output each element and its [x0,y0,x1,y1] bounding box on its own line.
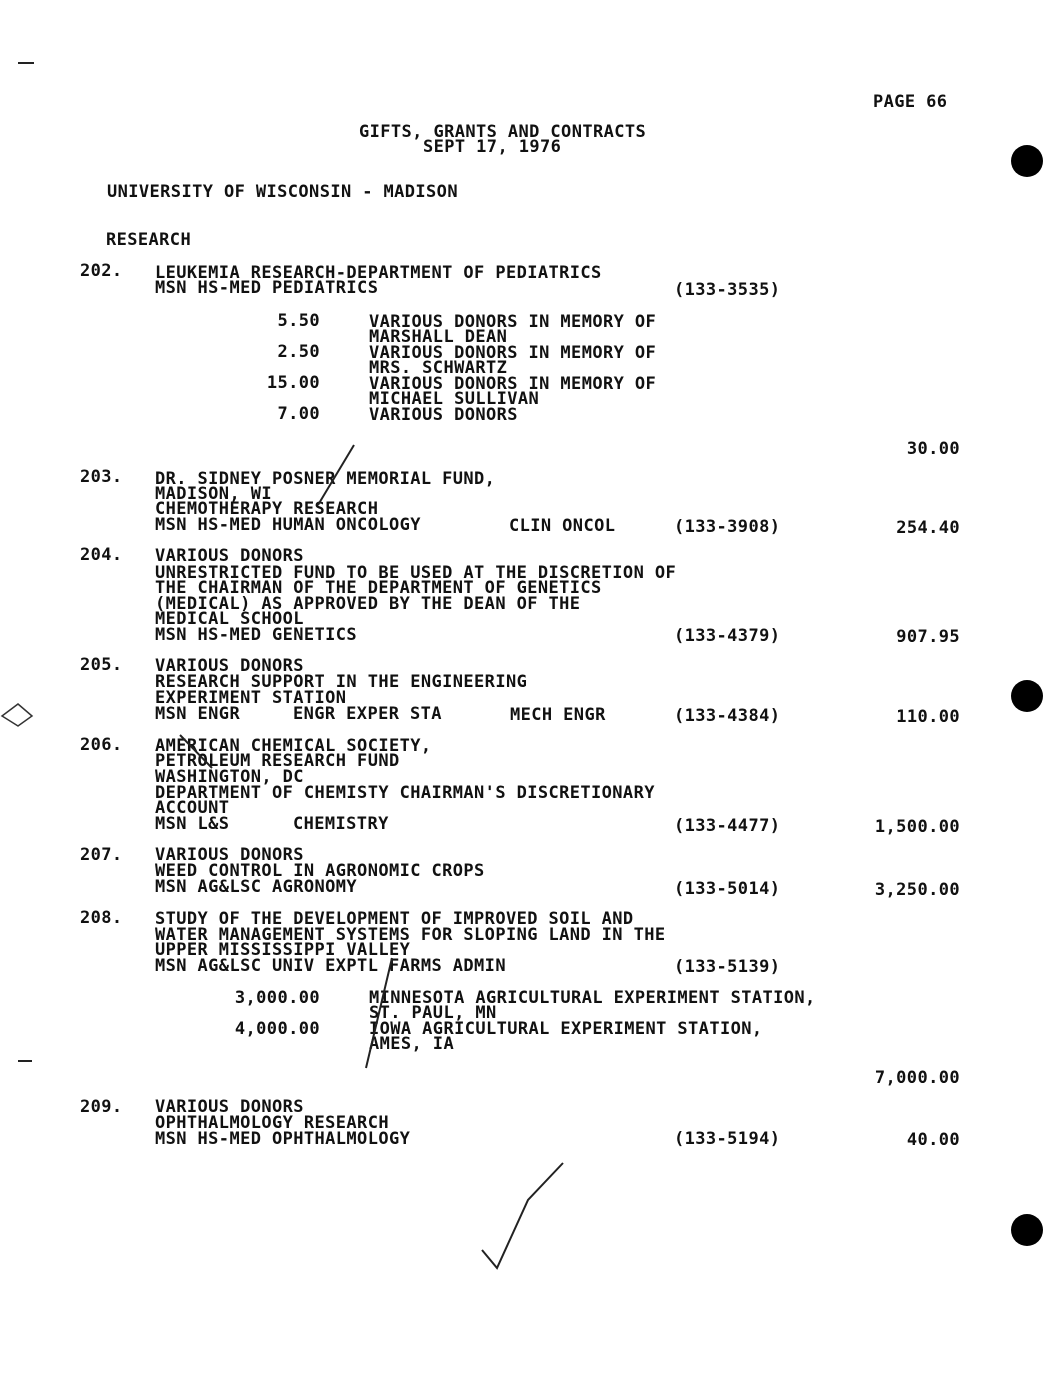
entry-line: RESEARCH SUPPORT IN THE ENGINEERING [155,672,528,692]
entry-line: THE CHAIRMAN OF THE DEPARTMENT OF GENETICS [155,578,602,598]
entry-total: 110.00 [896,707,960,727]
entry-line: MSN HS-MED GENETICS [155,625,358,645]
entry-line: MSN ENGR [155,704,241,724]
entry-line: MSN HS-MED OPHTHALMOLOGY [155,1129,411,1149]
entry-line: ACCOUNT [155,798,230,818]
entry-number: 207. [80,845,123,865]
binder-hole-middle [1011,680,1043,712]
donation-line: VARIOUS DONORS IN MEMORY OF [369,343,657,363]
donation-line: MRS. SCHWARTZ [369,358,508,378]
entry-line: UNRESTRICTED FUND TO BE USED AT THE DISCRETION OF [155,563,677,583]
document-title: GIFTS, GRANTS AND CONTRACTS [359,122,647,142]
account-number: (133-4379) [674,626,781,646]
entry-line: UPPER MISSISSIPPI VALLEY [155,940,411,960]
document-date: SEPT 17, 1976 [423,137,562,157]
entry-line: MSN HS-MED HUMAN ONCOLOGY [155,515,421,535]
entry-line: CHEMOTHERAPY RESEARCH [155,499,379,519]
entry-line: VARIOUS DONORS [155,546,304,566]
entry-line: PETROLEUM RESEARCH FUND [155,751,400,771]
entry-line: LEUKEMIA RESEARCH-DEPARTMENT OF PEDIATRICS [155,263,602,283]
donation-line: IOWA AGRICULTURAL EXPERIMENT STATION, [369,1019,763,1039]
program-name: ENGR EXPER STA [293,704,442,724]
donation-line: VARIOUS DONORS IN MEMORY OF [369,374,657,394]
entry-line: VARIOUS DONORS [155,1097,304,1117]
entry-number: 208. [80,908,123,928]
entry-number: 203. [80,467,123,487]
entry-total: 7,000.00 [874,1068,960,1088]
donation-line: MINNESOTA AGRICULTURAL EXPERIMENT STATION, [369,988,816,1008]
entry-line: MADISON, WI [155,484,272,504]
entry-line: EXPERIMENT STATION [155,688,347,708]
donation-line: VARIOUS DONORS [369,405,518,425]
donation-amount: 15.00 [266,373,320,393]
donation-line: VARIOUS DONORS IN MEMORY OF [369,312,657,332]
donation-line: ST. PAUL, MN [369,1003,497,1023]
section-heading: RESEARCH [106,230,192,250]
entry-line: MSN HS-MED PEDIATRICS [155,278,379,298]
margin-mark [18,1060,32,1062]
entry-number: 205. [80,655,123,675]
entry-number: 204. [80,545,123,565]
binder-hole-top [1011,145,1043,177]
entry-line: VARIOUS DONORS [155,656,304,676]
entry-line: MSN AG&LSC AGRONOMY [155,877,358,897]
binder-hole-bottom [1011,1214,1043,1246]
institution-name: UNIVERSITY OF WISCONSIN - MADISON [107,182,458,202]
donation-line: AMES, IA [369,1034,455,1054]
entry-line: DR. SIDNEY POSNER MEMORIAL FUND, [155,469,496,489]
entry-line: STUDY OF THE DEVELOPMENT OF IMPROVED SOIL AND [155,909,634,929]
donation-amount: 5.50 [277,311,320,331]
entry-total: 1,500.00 [874,817,960,837]
donation-line: MICHAEL SULLIVAN [369,389,540,409]
donation-amount: 4,000.00 [234,1019,320,1039]
department-code: CLIN ONCOL [509,516,616,536]
arrow-mark [2,704,32,726]
entry-total: 3,250.00 [874,880,960,900]
entry-line: WEED CONTROL IN AGRONOMIC CROPS [155,861,485,881]
entry-total: 40.00 [906,1130,960,1150]
check-mark [482,1163,563,1268]
entry-line: (MEDICAL) AS APPROVED BY THE DEAN OF THE [155,594,581,614]
donation-amount: 3,000.00 [234,988,320,1008]
entry-number: 209. [80,1097,123,1117]
entry-line: WASHINGTON, DC [155,767,304,787]
entry-line: OPHTHALMOLOGY RESEARCH [155,1113,389,1133]
account-number: (133-3535) [674,280,781,300]
page-number: PAGE 66 [873,92,948,112]
entry-line: VARIOUS DONORS [155,845,304,865]
donation-amount: 2.50 [277,342,320,362]
account-number: (133-5139) [674,957,781,977]
account-number: (133-5194) [674,1129,781,1149]
entry-line: MSN AG&LSC UNIV EXPTL FARMS ADMIN [155,956,506,976]
entry-line: WATER MANAGEMENT SYSTEMS FOR SLOPING LAND IN THE [155,925,666,945]
entry-total: 907.95 [896,627,960,647]
entry-number: 206. [80,735,123,755]
entry-line: AMERICAN CHEMICAL SOCIETY, [155,736,432,756]
entry-total: 30.00 [906,439,960,459]
account-number: (133-4477) [674,816,781,836]
margin-mark [18,62,34,64]
donation-line: MARSHALL DEAN [369,327,508,347]
entry-line: MEDICAL SCHOOL [155,609,304,629]
account-number: (133-3908) [674,517,781,537]
department-code: MECH ENGR [510,705,606,725]
donation-amount: 7.00 [277,404,320,424]
entry-line: MSN L&S [155,814,230,834]
account-number: (133-4384) [674,706,781,726]
program-name: CHEMISTRY [293,814,389,834]
entry-total: 254.40 [896,518,960,538]
entry-number: 202. [80,261,123,281]
account-number: (133-5014) [674,879,781,899]
entry-line: DEPARTMENT OF CHEMISTY CHAIRMAN'S DISCRETIONARY [155,783,655,803]
